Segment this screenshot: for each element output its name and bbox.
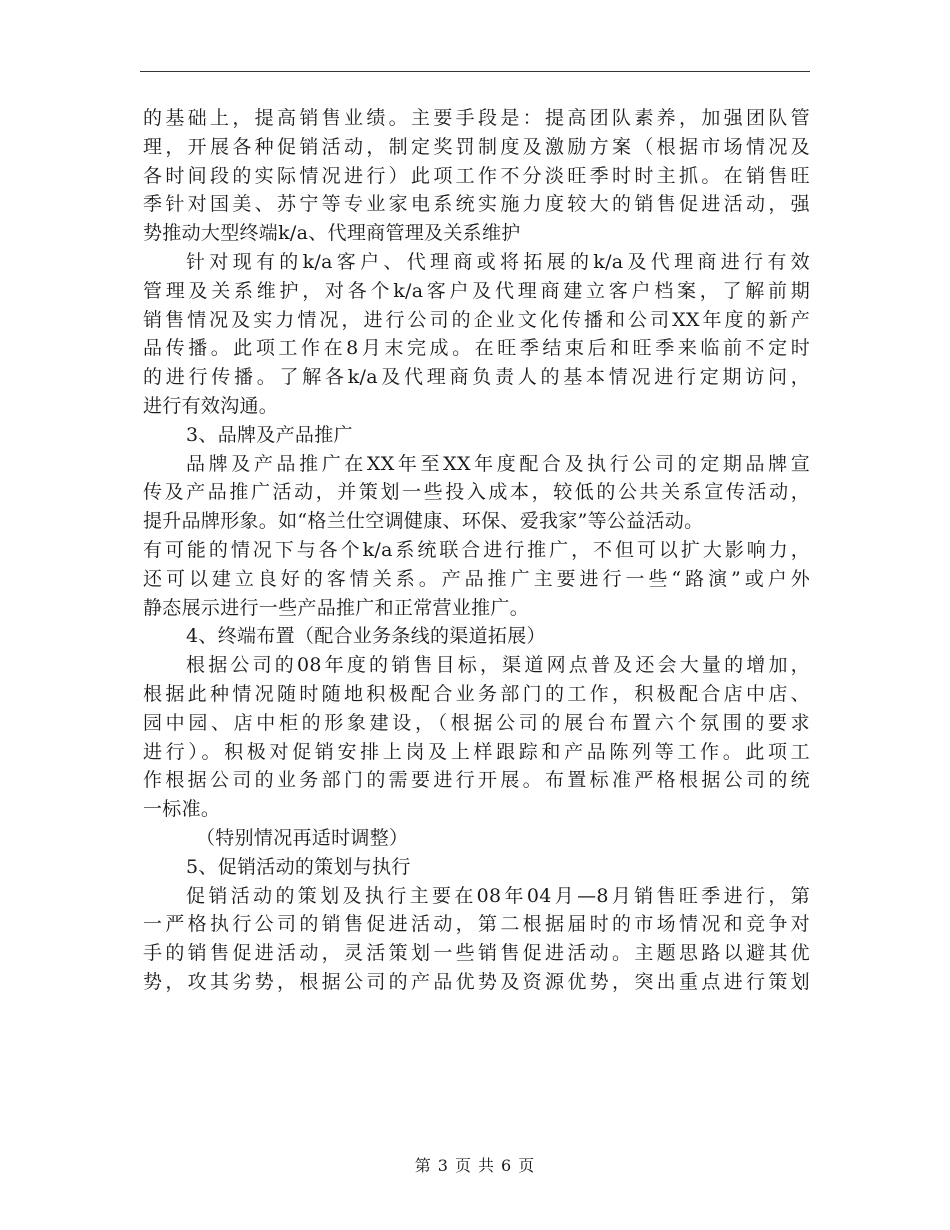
text-line: 进行）。积极对促销安排上岗及上样跟踪和产品陈列等工作。此项工 <box>143 740 810 763</box>
text-line: 还可以建立良好的客情关系。产品推广主要进行一些“路演”或户外 <box>143 567 810 590</box>
text-line: 根据此种情况随时随地积极配合业务部门的工作，积极配合店中店、 <box>143 682 810 705</box>
header-rule <box>140 71 810 72</box>
text-line: 根据公司的08年度的销售目标，渠道网点普及还会大量的增加， <box>186 654 810 677</box>
text-line: 5、促销活动的策划与执行 <box>186 855 411 878</box>
text-line: 的进行传播。了解各k/a及代理商负责人的基本情况进行定期访问， <box>143 366 810 389</box>
text-line: 作根据公司的业务部门的需要进行开展。布置标准严格根据公司的统 <box>143 769 810 792</box>
body-text <box>143 104 810 997</box>
text-line: 销售情况及实力情况，进行公司的企业文化传播和公司XX年度的新产 <box>143 308 810 331</box>
text-line: 理，开展各种促销活动，制定奖罚制度及激励方案（根据市场情况及 <box>143 135 810 158</box>
text-line: 一标准。 <box>143 798 221 821</box>
text-line: 品牌及产品推广在XX年至XX年度配合及执行公司的定期品牌宣 <box>186 452 810 475</box>
text-line: 势推动大型终端k/a、代理商管理及关系维护 <box>143 222 521 245</box>
text-line: 针对现有的k/a客户、代理商或将拓展的k/a及代理商进行有效 <box>186 250 810 273</box>
text-line: 进行有效沟通。 <box>143 394 279 417</box>
text-line: 季针对国美、苏宁等专业家电系统实施力度较大的销售促进活动，强 <box>143 193 810 216</box>
footer-prefix: 第 <box>414 1156 432 1175</box>
footer-current-page: 3 <box>437 1156 449 1175</box>
text-line: 势，攻其劣势，根据公司的产品优势及资源优势，突出重点进行策划 <box>143 970 810 993</box>
text-line: 有可能的情况下与各个k/a系统联合进行推广，不但可以扩大影响力， <box>143 538 810 561</box>
text-line: 3、品牌及产品推广 <box>186 423 353 446</box>
text-line: 促销活动的策划及执行主要在08年04月—8月销售旺季进行，第 <box>186 884 810 907</box>
page-footer <box>0 1153 950 1176</box>
text-line: 园中园、店中柜的形象建设，（根据公司的展台布置六个氛围的要求 <box>143 711 810 734</box>
footer-suffix: 页 <box>518 1156 536 1175</box>
text-line: 管理及关系维护，对各个k/a客户及代理商建立客户档案，了解前期 <box>143 279 810 302</box>
footer-total-label: 共 <box>478 1156 496 1175</box>
text-line: 品传播。此项工作在8月末完成。在旺季结束后和旺季来临前不定时 <box>143 337 810 360</box>
text-line: 一严格执行公司的销售促进活动，第二根据届时的市场情况和竞争对 <box>143 913 810 936</box>
text-line: 传及产品推广活动，并策划一些投入成本，较低的公共关系宣传活动， <box>143 481 810 504</box>
text-line: 手的销售促进活动，灵活策划一些销售促进活动。主题思路以避其优 <box>143 942 810 965</box>
text-line: 的基础上，提高销售业绩。主要手段是：提高团队素养，加强团队管 <box>143 107 810 129</box>
text-line: 各时间段的实际情况进行）此项工作不分淡旺季时时主抓。在销售旺 <box>143 164 810 187</box>
text-line: （特别情况再适时调整） <box>196 826 409 849</box>
footer-total-pages: 6 <box>501 1156 513 1175</box>
text-line: 提升品牌形象。如“格兰仕空调健康、环保、爱我家”等公益活动。 <box>143 510 704 533</box>
text-line: 静态展示进行一些产品推广和正常营业推广。 <box>143 596 530 619</box>
footer-page-label: 页 <box>454 1156 472 1175</box>
text-line: 4、终端布置（配合业务条线的渠道拓展） <box>186 625 546 648</box>
